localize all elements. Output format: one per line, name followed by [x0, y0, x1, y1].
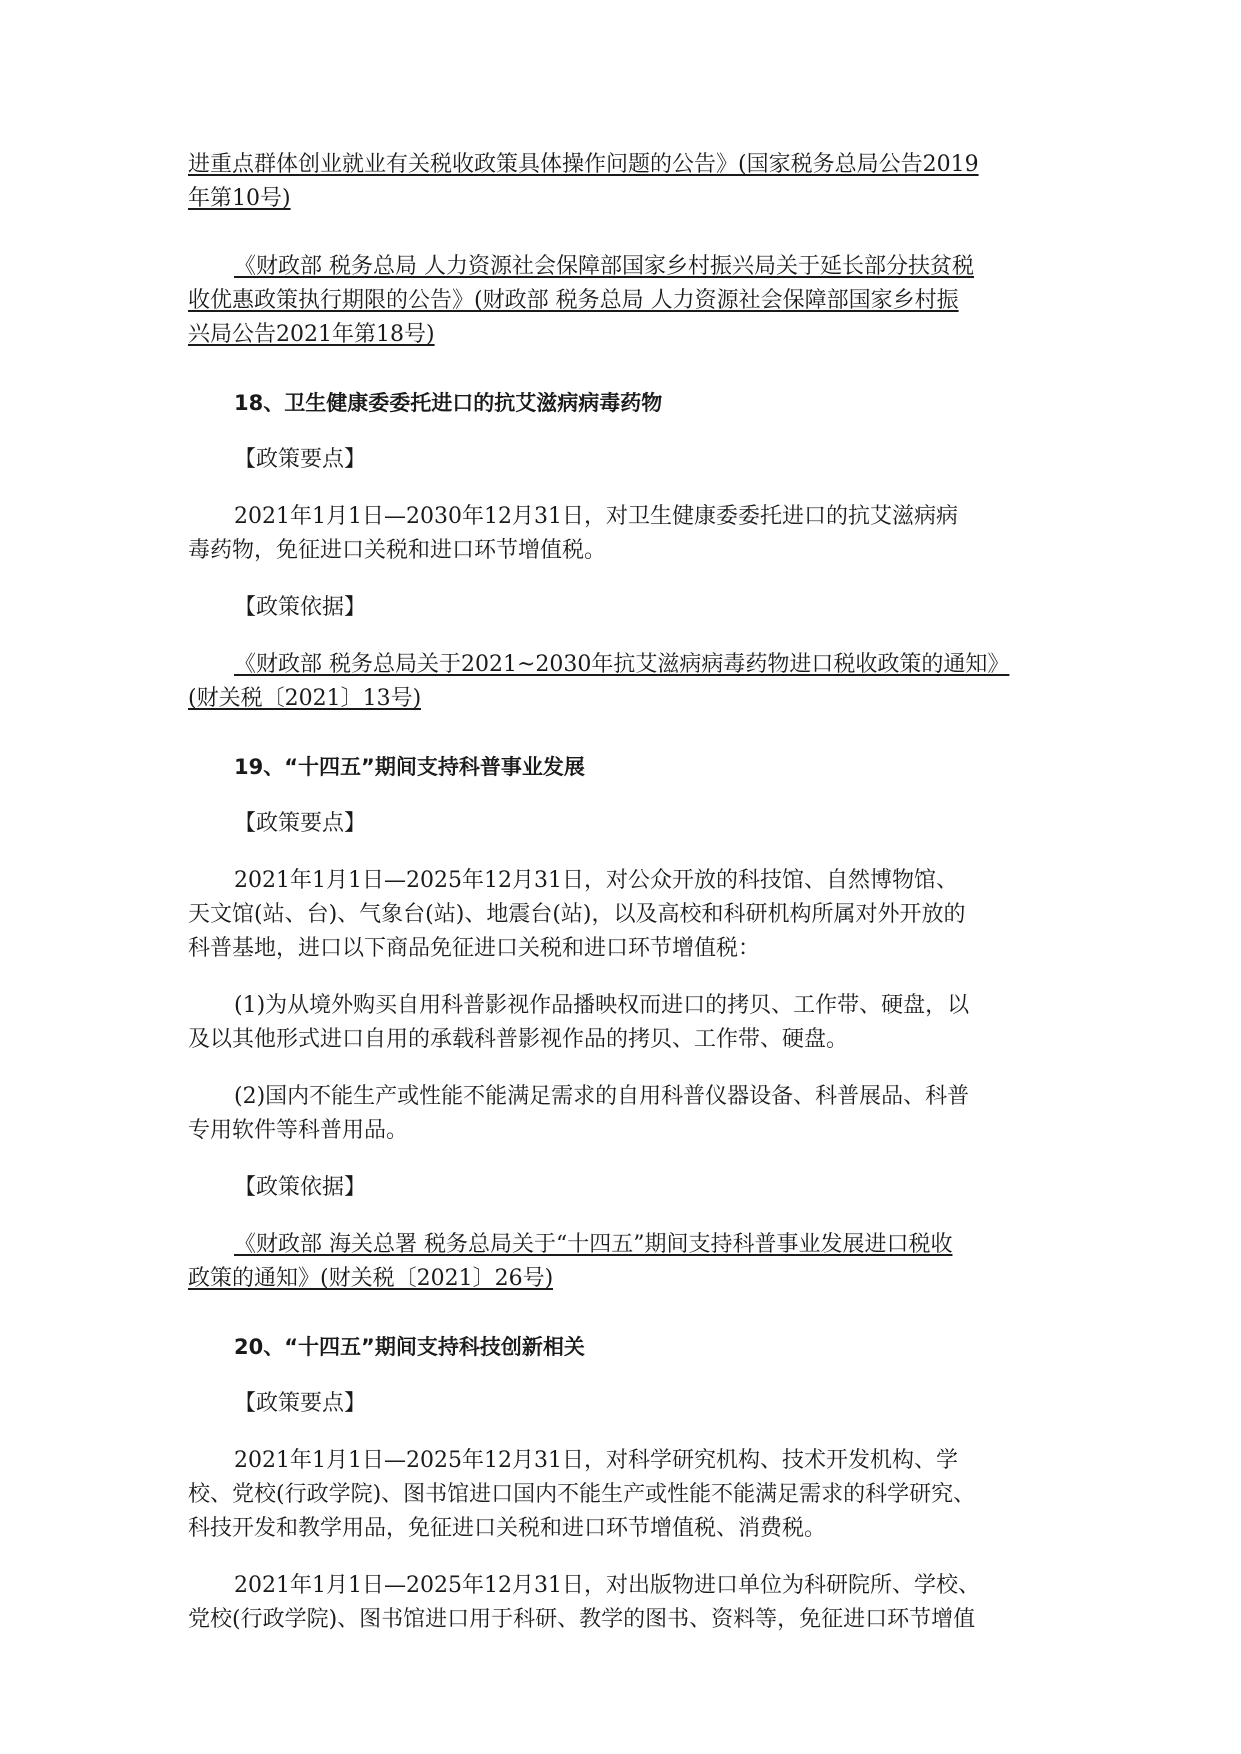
paragraph-citation-2	[188, 250, 1048, 363]
section-label-basis: 【政策依据】	[234, 1175, 367, 1200]
text-line: 科普基地，进口以下商品免征进口关税和进口环节增值税：	[188, 936, 761, 961]
section-label-key-points: 【政策要点】	[234, 1391, 367, 1416]
document-page	[188, 148, 1048, 1660]
text-line: 收优惠政策执行期限的公告》(财政部 税务总局 人力资源社会保障部国家乡村振	[188, 288, 959, 313]
section-label-key-points: 【政策要点】	[234, 811, 367, 836]
text-line: 2021年1月1日—2030年12月31日，对卫生健康委委托进口的抗艾滋病病	[234, 504, 958, 529]
text-line: (财关税〔2021〕13号)	[188, 686, 422, 711]
text-line: 2021年1月1日—2025年12月31日，对公众开放的科技馆、自然博物馆、	[234, 868, 958, 893]
text-line: 2021年1月1日—2025年12月31日，对出版物进口单位为科研院所、学校、	[234, 1573, 980, 1598]
paragraph-citation-1	[188, 148, 1048, 227]
paragraph-policy-20a	[188, 1444, 1048, 1546]
text-line: 党校(行政学院)、图书馆进口用于科研、教学的图书、资料等，免征进口环节增值	[188, 1607, 976, 1632]
text-line: 《财政部 海关总署 税务总局关于“十四五”期间支持科普事业发展进口税收	[234, 1232, 953, 1257]
section-label-basis: 【政策依据】	[234, 595, 367, 620]
section-heading-20: 20、“十四五”期间支持科技创新相关	[234, 1335, 585, 1359]
paragraph-policy-18	[188, 500, 1048, 568]
text-line: 政策的通知》(财关税〔2021〕26号)	[188, 1266, 554, 1291]
text-line: 及以其他形式进口自用的承载科普影视作品的拷贝、工作带、硬盘。	[188, 1027, 849, 1052]
section-heading-19: 19、“十四五”期间支持科普事业发展	[234, 755, 585, 779]
section-label-key-points: 【政策要点】	[234, 447, 367, 472]
paragraph-policy-19	[188, 864, 1048, 966]
paragraph-item-2	[188, 1080, 1048, 1148]
text-line: (2)国内不能生产或性能不能满足需求的自用科普仪器设备、科普展品、科普	[234, 1084, 970, 1109]
text-line: 兴局公告2021年第18号)	[188, 322, 435, 347]
text-line: 《财政部 税务总局 人力资源社会保障部国家乡村振兴局关于延长部分扶贫税	[234, 254, 974, 279]
text-line: 毒药物，免征进口关税和进口环节增值税。	[188, 538, 607, 563]
text-line: 年第10号)	[188, 186, 291, 211]
section-heading-18: 18、卫生健康委委托进口的抗艾滋病病毒药物	[234, 391, 663, 415]
text-line: 《财政部 税务总局关于2021~2030年抗艾滋病病毒药物进口税收政策的通知》	[234, 652, 1010, 677]
text-line: (1)为从境外购买自用科普影视作品播映权而进口的拷贝、工作带、硬盘，以	[234, 993, 970, 1018]
paragraph-policy-20b	[188, 1569, 1048, 1637]
text-line: 专用软件等科普用品。	[188, 1118, 409, 1143]
text-line: 校、党校(行政学院)、图书馆进口国内不能生产或性能不能满足需求的科学研究、	[188, 1482, 976, 1507]
text-line: 进重点群体创业就业有关税收政策具体操作问题的公告》(国家税务总局公告2019	[188, 152, 979, 177]
text-line: 天文馆(站、台)、气象台(站)、地震台(站)，以及高校和科研机构所属对外开放的	[188, 902, 966, 927]
text-line: 科技开发和教学用品，免征进口关税和进口环节增值税、消费税。	[188, 1516, 827, 1541]
text-line: 2021年1月1日—2025年12月31日，对科学研究机构、技术开发机构、学	[234, 1448, 958, 1473]
paragraph-citation-18	[188, 648, 1048, 727]
paragraph-item-1	[188, 989, 1048, 1057]
paragraph-citation-19	[188, 1228, 1048, 1307]
